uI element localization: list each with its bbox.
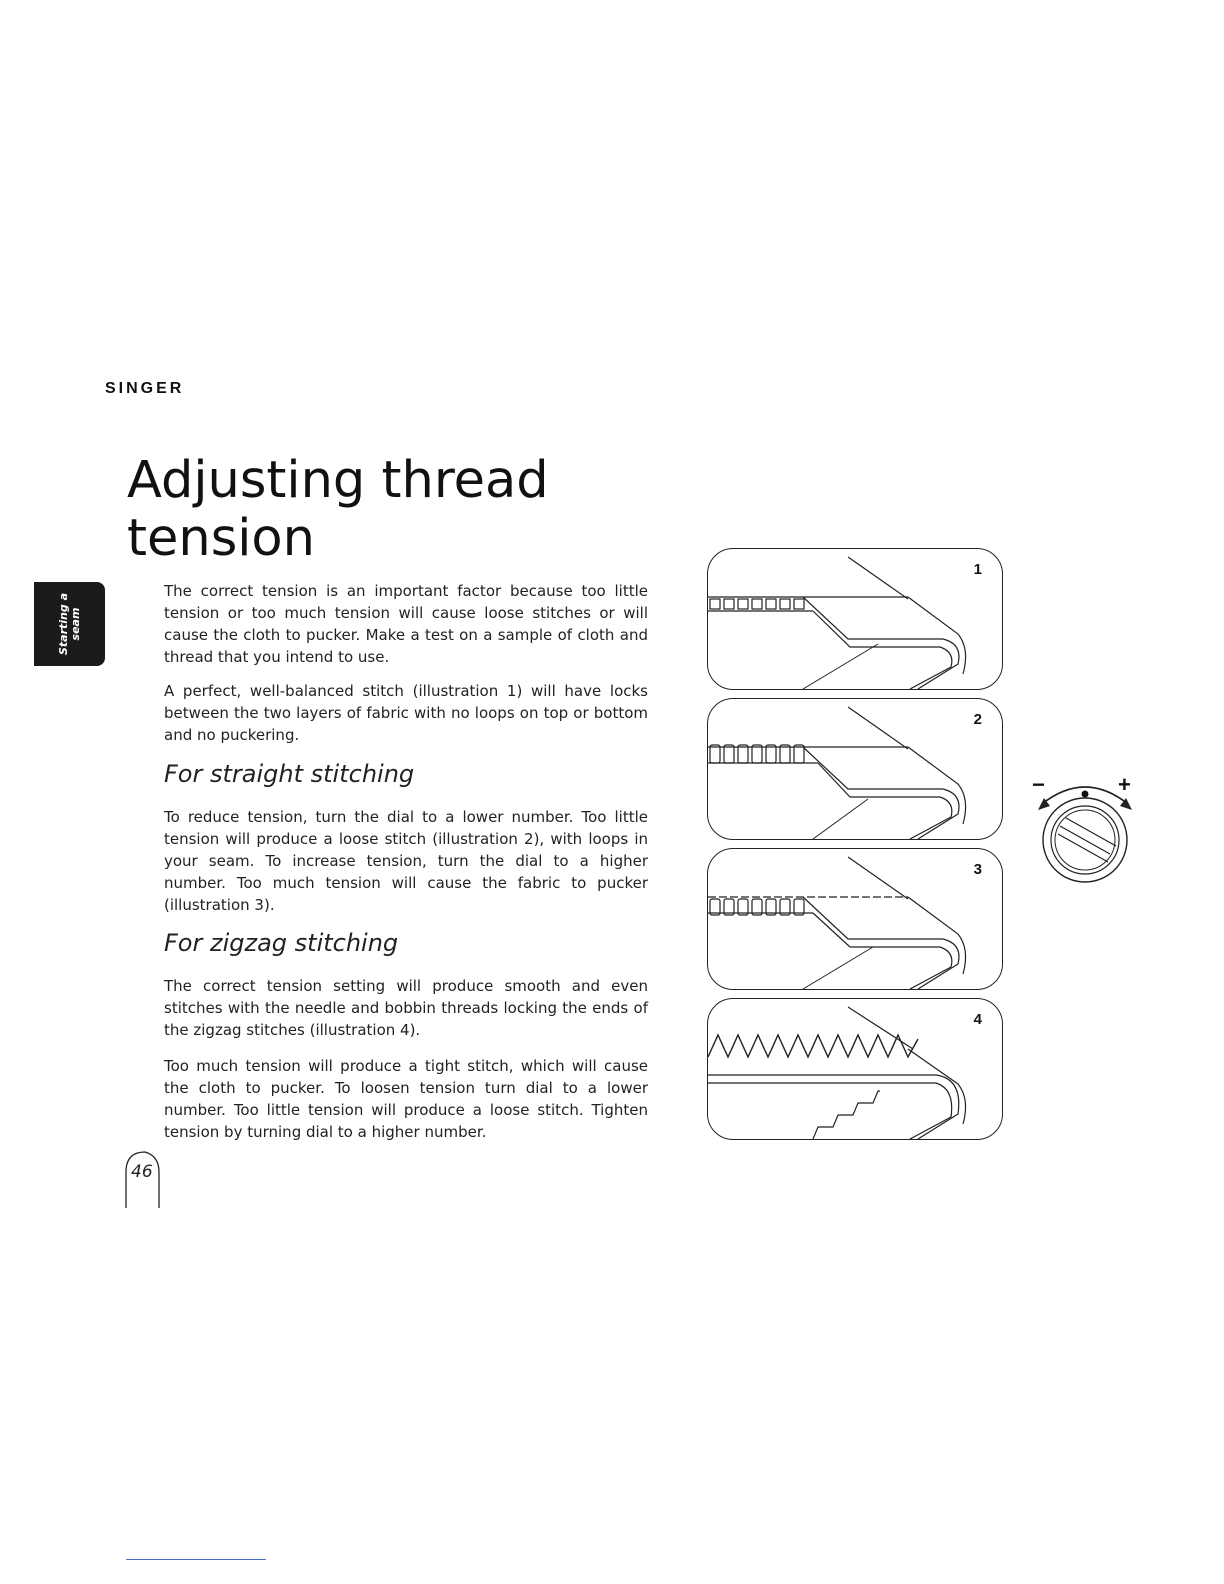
tight-stitch-icon (708, 849, 1002, 989)
paragraph-intro: The correct tension is an important factor because too little tension or too much tension will cause loose stitches or will cause the cloth to pucker. Make a test on a sample of cloth and thread that you intend to use. (164, 582, 648, 666)
page-title: Adjusting thread tension (127, 451, 549, 568)
paragraph-zigzag-tension: Too much tension will produce a tight stitch, which will cause the cloth to pucker. To loosen tension turn dial to a lower number. Too little tension will produce a loose stitch. Tighten tension by turning dial to a higher number. (164, 1057, 648, 1141)
illustration-number: 3 (973, 861, 982, 878)
paragraph-balanced-stitch: A perfect, well-balanced stitch (illustration 1) will have locks between the two layers of fabric with no loops on top or bottom and no puckering. (164, 682, 648, 744)
tension-dial-icon (1030, 770, 1140, 890)
section-side-tab (34, 582, 105, 666)
page-number: 46 (131, 1162, 153, 1182)
loose-stitch-icon (708, 699, 1002, 839)
zigzag-stitch-icon (708, 999, 1002, 1139)
illustration-panel-2 (707, 698, 1003, 840)
illustration-panel-1 (707, 548, 1003, 690)
tension-dial-illustration (1030, 770, 1140, 890)
illustration-number: 1 (973, 561, 982, 578)
illustration-number: 4 (973, 1011, 982, 1028)
side-tab-label: Starting a seam (56, 593, 82, 656)
illustration-number: 2 (973, 711, 982, 728)
subheading-zigzag-stitching: For zigzag stitching (164, 929, 399, 957)
illustration-panel-4 (707, 998, 1003, 1140)
paragraph-zigzag-correct: The correct tension setting will produce smooth and even stitches with the needle and bobbin threads locking the ends of the zigzag stitches (illustration 4). (164, 977, 648, 1039)
balanced-stitch-icon (708, 549, 1002, 689)
brand-header: SINGER (105, 380, 185, 397)
paragraph-straight-stitching: To reduce tension, turn the dial to a lower number. Too little tension will produce a loose stitch (illustration 2), with loops in your seam. To increase tension, turn the dial to a higher number. Too much tension will cause the fabric to pucker (illustration 3). (164, 808, 648, 914)
page-number-box (125, 1150, 161, 1208)
illustration-panel-3 (707, 848, 1003, 990)
subheading-straight-stitching: For straight stitching (164, 760, 415, 788)
footer-rule (126, 1559, 266, 1560)
dial-minus-sign: − (1032, 772, 1045, 797)
dial-plus-sign: + (1118, 772, 1131, 797)
